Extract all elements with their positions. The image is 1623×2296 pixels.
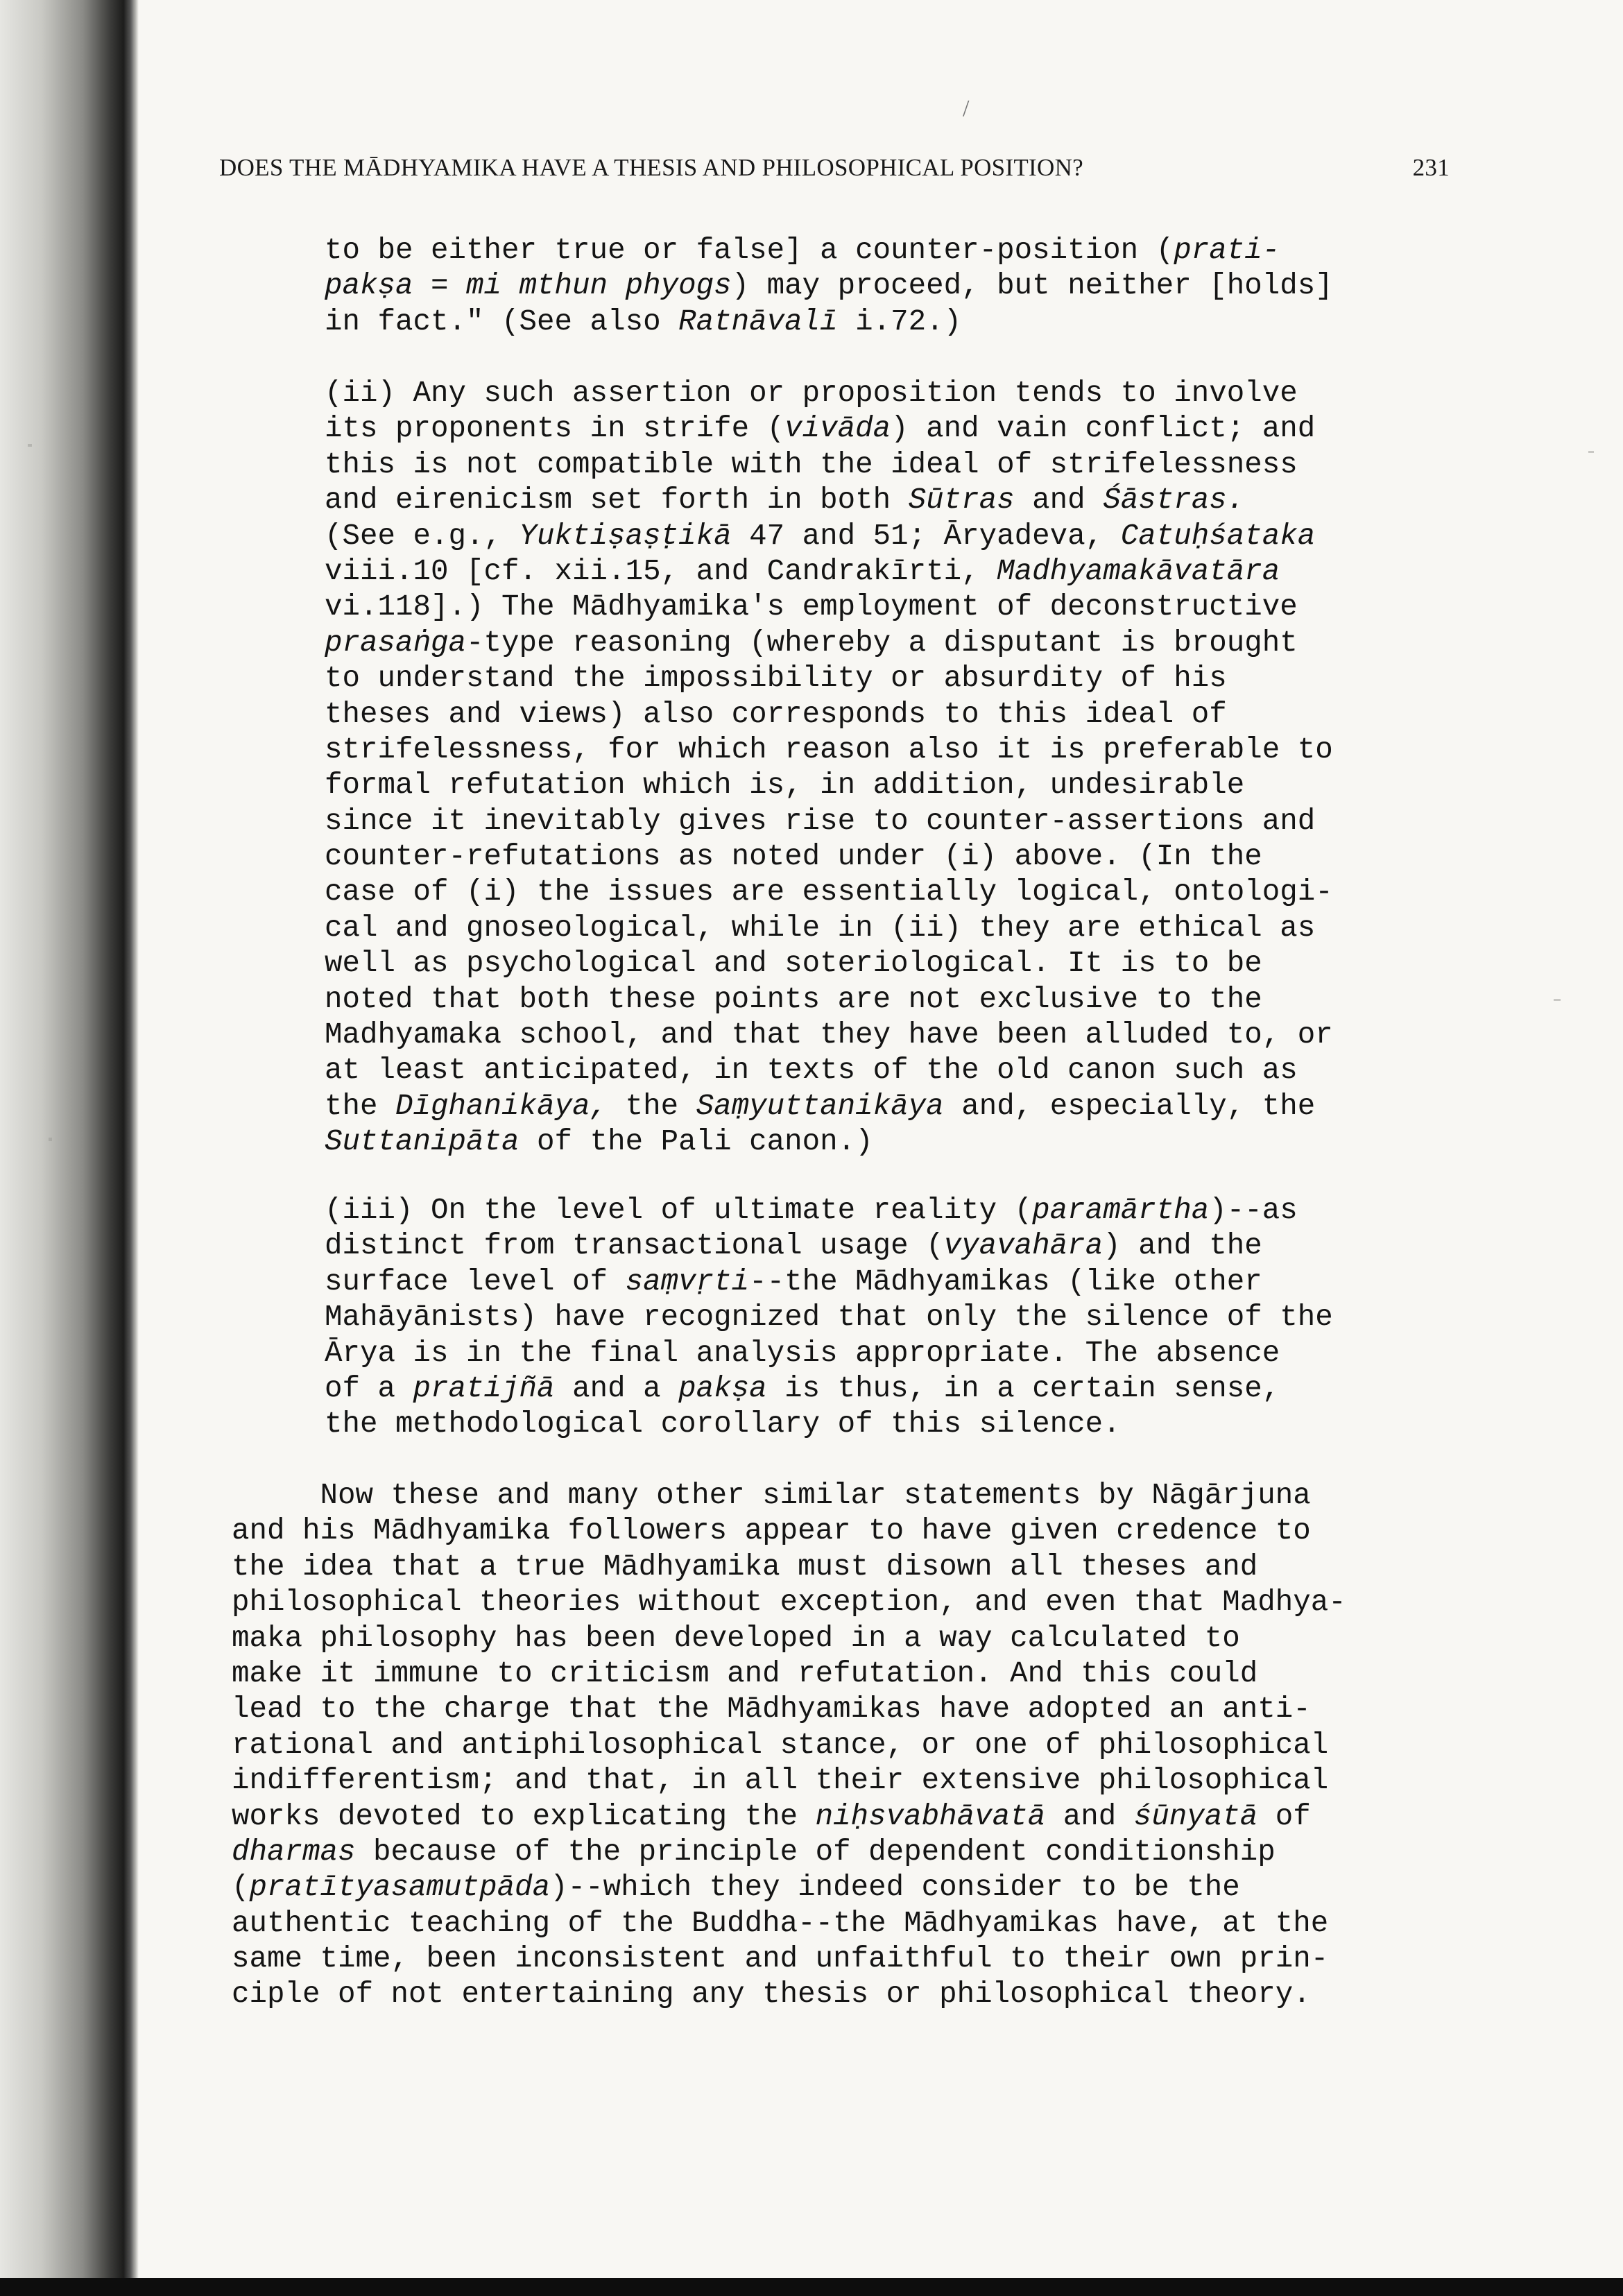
italic-term: pratijñā: [413, 1371, 555, 1405]
paragraph-point-ii: [325, 376, 1333, 1160]
text-run: since it inevitably gives rise to counter-assertions and: [325, 804, 1316, 838]
italic-term: dharmas: [232, 1835, 356, 1869]
text-run: Now these and many other similar statements by Nāgārjuna: [232, 1479, 1311, 1512]
text-run: and a: [554, 1371, 679, 1405]
paragraph-point-iii: [325, 1193, 1333, 1443]
text-line: [325, 305, 1333, 340]
text-line: [325, 626, 1333, 661]
text-run: of: [1257, 1799, 1311, 1833]
italic-term: pratītyasamutpāda: [249, 1871, 551, 1905]
italic-term: paramārtha: [1032, 1194, 1210, 1227]
text-run: make it immune to criticism and refutation. And this could: [232, 1656, 1258, 1690]
text-line: [325, 233, 1333, 268]
text-run: and: [1014, 483, 1104, 517]
italic-term: prasaṅga: [325, 626, 467, 660]
text-run: rational and antiphilosophical stance, or one of philosophical: [232, 1728, 1329, 1762]
italic-term: Śāstras.: [1103, 483, 1245, 517]
text-run: Madhyamaka school, and that they have been alluded to, or: [325, 1018, 1333, 1052]
text-line: [325, 804, 1333, 839]
text-line: [325, 1018, 1333, 1053]
text-run: cal and gnoseological, while in (ii) they are ethical as: [325, 911, 1316, 945]
running-head-title: DOES THE MĀDHYAMIKA HAVE A THESIS AND PHILOSOPHICAL POSITION?: [219, 154, 1083, 181]
text-line: [232, 1763, 1346, 1799]
text-run: 47 and 51; Āryadeva,: [731, 519, 1121, 553]
text-line: [232, 1870, 1346, 1905]
text-run: to be either true or false] a counter-position (: [325, 234, 1174, 267]
running-head: [219, 154, 1450, 189]
text-run: theses and views) also corresponds to this ideal of: [325, 697, 1227, 731]
italic-term: vyavahāra: [943, 1229, 1104, 1263]
text-line: [325, 946, 1333, 982]
text-line: [325, 697, 1333, 733]
text-line: [232, 1728, 1346, 1763]
text-run: in fact." (See also: [325, 305, 679, 339]
italic-term: Madhyamakāvatāra: [997, 554, 1280, 588]
text-line: [232, 1514, 1346, 1549]
scan-speck: [1588, 451, 1594, 453]
text-run: case of (i) the issues are essentially logical, ontologi-: [325, 875, 1333, 909]
text-line: [325, 911, 1333, 946]
text-run: and eirenicism set forth in both: [325, 483, 909, 517]
page-number: 231: [1412, 154, 1450, 181]
scan-speck: [28, 444, 32, 447]
italic-term: Saṃyuttanikāya: [696, 1089, 944, 1123]
scan-bottom-edge: [0, 2278, 1623, 2296]
text-run: authentic teaching of the Buddha--the Mādhyamikas have, at the: [232, 1906, 1329, 1940]
text-line: [325, 447, 1333, 483]
paragraph-main: [232, 1478, 1346, 2013]
text-line: [232, 1977, 1346, 2012]
text-line: [325, 1371, 1333, 1407]
text-line: [325, 1228, 1333, 1264]
italic-term: niḥsvabhāvatā: [815, 1799, 1046, 1833]
text-run: Ārya is in the final analysis appropriate. The absence: [325, 1336, 1280, 1370]
italic-term: Catuḥśataka: [1120, 519, 1316, 553]
text-line: [232, 1656, 1346, 1692]
text-run: works devoted to explicating the: [232, 1799, 816, 1833]
text-line: [325, 1053, 1333, 1088]
text-run: noted that both these points are not exclusive to the: [325, 982, 1262, 1016]
text-run: indifferentism; and that, in all their extensive philosophical: [232, 1764, 1329, 1798]
text-run: counter-refutations as noted under (i) above. (In the: [325, 840, 1262, 874]
text-line: [325, 268, 1333, 304]
text-run: )--as: [1209, 1194, 1298, 1227]
scan-speck: [49, 1138, 52, 1141]
text-run: (iii) On the level of ultimate reality (: [325, 1194, 1033, 1227]
text-line: [325, 519, 1333, 554]
text-run: i.72.): [837, 305, 962, 339]
text-run: Mahāyānists) have recognized that only the silence of the: [325, 1301, 1333, 1335]
text-run: ) may proceed, but neither [holds]: [731, 269, 1333, 303]
italic-term: Ratnāvalī: [678, 305, 838, 339]
text-run: the: [325, 1089, 396, 1123]
text-run: and, especially, the: [943, 1089, 1316, 1123]
text-line: [325, 875, 1333, 910]
text-run: distinct from transactional usage (: [325, 1229, 944, 1263]
italic-term: prati-: [1174, 234, 1280, 267]
text-run: to understand the impossibility or absurdity of his: [325, 662, 1227, 696]
italic-term: pakṣa: [678, 1371, 767, 1405]
text-run: viii.10 [cf. xii.15, and Candrakīrti,: [325, 554, 997, 588]
text-line: [232, 1478, 1346, 1514]
text-line: [232, 1906, 1346, 1942]
text-line: [325, 768, 1333, 803]
text-line: [325, 1407, 1333, 1442]
text-line: [232, 1585, 1346, 1620]
scan-speck: [1554, 999, 1561, 1001]
text-line: [325, 1336, 1333, 1371]
text-line: [325, 1300, 1333, 1335]
text-run: -type reasoning (whereby a disputant is brought: [466, 626, 1298, 660]
text-run: (See e.g.,: [325, 519, 519, 553]
text-run: ciple of not entertaining any thesis or philosophical theory.: [232, 1978, 1311, 2012]
text-line: [325, 733, 1333, 768]
text-run: its proponents in strife (: [325, 412, 785, 446]
text-run: of the Pali canon.): [519, 1125, 873, 1159]
paragraph-continuation: [325, 233, 1333, 340]
text-line: [232, 1692, 1346, 1727]
stray-mark: /: [963, 96, 970, 121]
text-line: [232, 1942, 1346, 1977]
text-line: [232, 1799, 1346, 1835]
text-line: [325, 1193, 1333, 1228]
text-run: )--which they indeed consider to be the: [550, 1871, 1240, 1905]
text-run: at least anticipated, in texts of the old canon such as: [325, 1054, 1298, 1088]
text-run: and: [1045, 1799, 1134, 1833]
italic-term: vivāda: [784, 412, 891, 446]
text-line: [325, 1265, 1333, 1300]
text-run: same time, been inconsistent and unfaithful to their own prin-: [232, 1942, 1329, 1976]
italic-term: pakṣa = mi mthun phyogs: [325, 269, 732, 303]
text-run: the: [608, 1089, 696, 1123]
text-run: strifelessness, for which reason also it is preferable to: [325, 733, 1333, 766]
text-line: [325, 661, 1333, 696]
text-run: (: [232, 1871, 250, 1905]
text-run: the idea that a true Mādhyamika must disown all theses and: [232, 1550, 1258, 1584]
text-line: [325, 1124, 1333, 1160]
text-run: is thus, in a certain sense,: [766, 1371, 1280, 1405]
book-binding-shadow: [0, 0, 139, 2296]
text-run: surface level of: [325, 1265, 626, 1299]
italic-term: śūnyatā: [1133, 1799, 1258, 1833]
text-line: [232, 1621, 1346, 1656]
text-line: [232, 1550, 1346, 1585]
italic-term: Sūtras: [908, 483, 1015, 517]
text-run: ) and the: [1103, 1229, 1262, 1263]
text-line: [232, 1835, 1346, 1870]
text-run: formal refutation which is, in addition, undesirable: [325, 769, 1245, 803]
text-run: and his Mādhyamika followers appear to have given credence to: [232, 1514, 1311, 1548]
text-run: ) and vain conflict; and: [891, 412, 1316, 446]
italic-term: Yuktiṣaṣṭikā: [519, 519, 732, 553]
text-line: [325, 839, 1333, 875]
text-line: [325, 1089, 1333, 1124]
text-line: [325, 982, 1333, 1018]
italic-term: Dīghanikāya,: [395, 1089, 608, 1123]
text-run: because of the principle of dependent conditionship: [355, 1835, 1276, 1869]
text-run: the methodological corollary of this silence.: [325, 1407, 1121, 1441]
text-run: philosophical theories without exception, and even that Madhya-: [232, 1586, 1346, 1620]
text-line: [325, 554, 1333, 590]
text-run: vi.118].) The Mādhyamika's employment of deconstructive: [325, 590, 1298, 624]
text-run: lead to the charge that the Mādhyamikas have adopted an anti-: [232, 1693, 1311, 1727]
text-run: (ii) Any such assertion or proposition tends to involve: [325, 377, 1298, 410]
text-line: [325, 411, 1333, 447]
text-run: of a: [325, 1371, 413, 1405]
text-run: well as psychological and soteriological. It is to be: [325, 947, 1262, 981]
italic-term: saṃvṛti: [625, 1265, 750, 1299]
text-line: [325, 590, 1333, 625]
text-run: this is not compatible with the ideal of strifelessness: [325, 447, 1298, 481]
text-line: [325, 376, 1333, 411]
text-run: --the Mādhyamikas (like other: [749, 1265, 1262, 1299]
text-run: maka philosophy has been developed in a way calculated to: [232, 1621, 1240, 1655]
text-line: [325, 483, 1333, 518]
italic-term: Suttanipāta: [325, 1125, 519, 1159]
